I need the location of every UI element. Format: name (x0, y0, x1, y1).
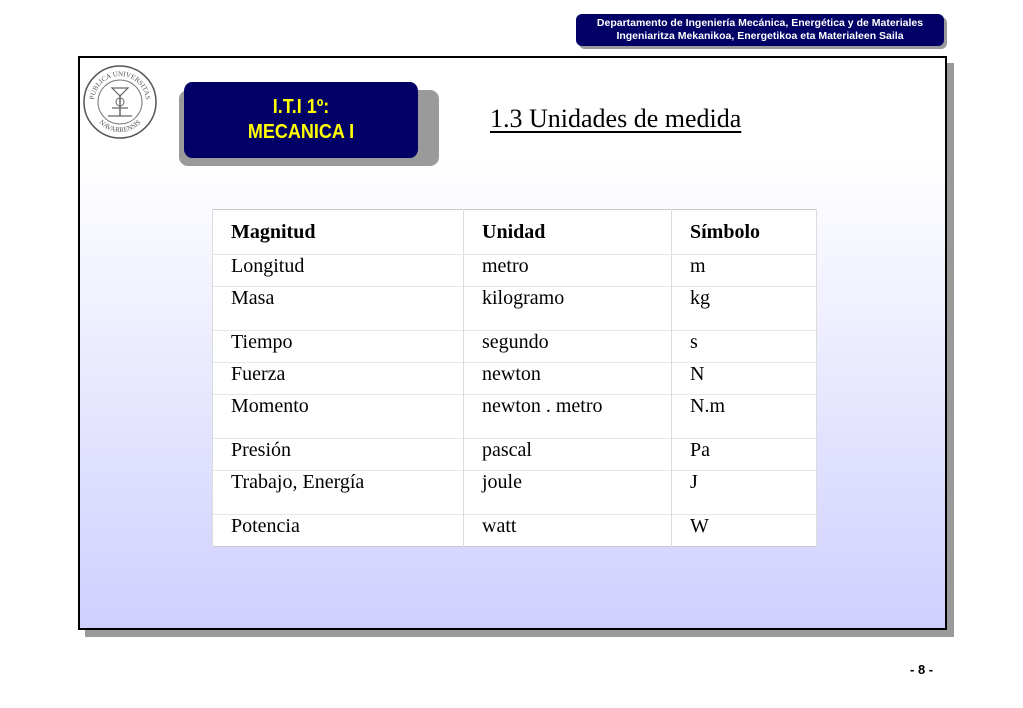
page-title: 1.3 Unidades de medida (490, 104, 742, 133)
header-magnitud: Magnitud (213, 210, 464, 255)
department-name-es: Departamento de Ingeniería Mecánica, Energética y de Materiales (596, 17, 924, 29)
department-banner (576, 14, 944, 46)
table-row (213, 439, 817, 471)
cell-simbolo: J (672, 471, 817, 515)
department-name-eu: Ingeniaritza Mekanikoa, Energetikoa eta Materialeen Saila (616, 30, 904, 42)
table-row (213, 363, 817, 395)
table-row (213, 255, 817, 287)
table-header-row (213, 210, 817, 255)
header-simbolo: Símbolo (672, 210, 817, 255)
cell-simbolo: Pa (672, 439, 817, 471)
svg-text:NAVARRENSIS: NAVARRENSIS (97, 118, 143, 135)
cell-unidad: newton . metro (464, 395, 672, 439)
cell-simbolo: m (672, 255, 817, 287)
page-number: - 8 - (910, 662, 934, 677)
units-table (212, 209, 817, 547)
cell-magnitud: Masa (213, 287, 464, 331)
cell-magnitud: Tiempo (213, 331, 464, 363)
course-badge (184, 82, 418, 158)
course-name: I.T.I 1º: (272, 96, 330, 118)
header-unidad: Unidad (464, 210, 672, 255)
table-row (213, 471, 817, 515)
cell-simbolo: s (672, 331, 817, 363)
cell-unidad: newton (464, 363, 672, 395)
svg-text:PUBLICA UNIVERSITAS: PUBLICA UNIVERSITAS (88, 69, 152, 101)
cell-simbolo: N (672, 363, 817, 395)
cell-simbolo: N.m (672, 395, 817, 439)
table-row (213, 515, 817, 547)
course-subject: MECANICA I (247, 121, 355, 143)
cell-magnitud: Potencia (213, 515, 464, 547)
table-row (213, 287, 817, 331)
cell-simbolo: kg (672, 287, 817, 331)
cell-magnitud: Presión (213, 439, 464, 471)
cell-simbolo: W (672, 515, 817, 547)
cell-unidad: segundo (464, 331, 672, 363)
cell-unidad: pascal (464, 439, 672, 471)
cell-unidad: watt (464, 515, 672, 547)
cell-unidad: kilogramo (464, 287, 672, 331)
university-seal-logo (82, 64, 158, 140)
cell-magnitud: Longitud (213, 255, 464, 287)
table-row (213, 331, 817, 363)
cell-magnitud: Momento (213, 395, 464, 439)
cell-unidad: joule (464, 471, 672, 515)
table-row (213, 395, 817, 439)
cell-magnitud: Trabajo, Energía (213, 471, 464, 515)
cell-magnitud: Fuerza (213, 363, 464, 395)
cell-unidad: metro (464, 255, 672, 287)
